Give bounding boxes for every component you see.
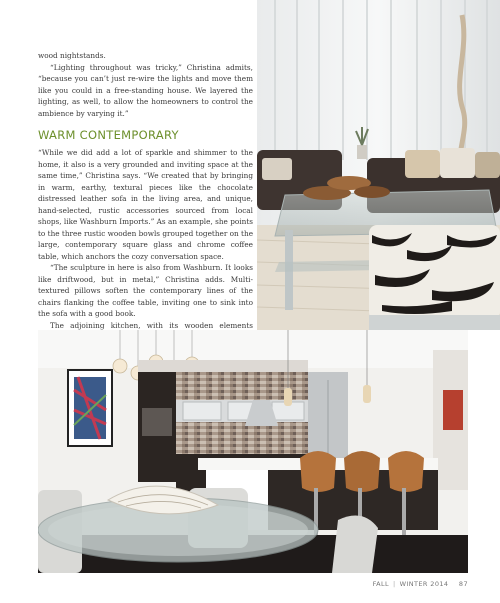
folio-season: FALL: [372, 580, 390, 588]
article-paragraph: wood nightstands.: [38, 51, 106, 60]
kitchen-illustration: [38, 330, 468, 573]
page-folio: [330, 580, 468, 588]
kitchen-photo: [38, 330, 468, 573]
living-room-illustration: [257, 0, 500, 330]
article-text-column: [38, 50, 253, 366]
folio-separator: |: [393, 580, 396, 588]
section-heading: WARM CONTEMPORARY: [38, 128, 179, 142]
folio-issue: WINTER 2014: [399, 580, 449, 588]
article-paragraph: “While we did add a lot of sparkle and shimmer to the home, it also is a very grounded and inviting space at the same time,” Christina says. “We created that by bringing in warm, earthy, textural pieces like the chocolate distressed leather sofa in the living area, and unique, hand-selected, rustic accessories sourced from local shops, like Washburn Imports.” As an example, she points to the three rustic wooden bowls grouped together on the large, contemporary square glass and chrome coffee table, which anchors the cozy conversation space.: [38, 148, 254, 261]
living-room-photo: [257, 0, 500, 330]
article-paragraph: “Lighting throughout was tricky,” Christina admits, “because you can’t just re-wire the lights and move them like you could in a free-standing house. We layered the lighting, as well, to allow the homeowners to control the ambience by varying it.”: [38, 62, 253, 118]
article-paragraph: “The sculpture in here is also from Washburn. It looks like driftwood, but in metal,” Christina adds. Multi-textured pillows soften the contemporary lines of the chairs flanking the coffee table, inviting one to sink into the sofa with a good book.: [38, 263, 253, 318]
article-paragraph: The adjoining kitchen, with its wooden elements: [50, 320, 253, 330]
page-number: 87: [458, 580, 468, 588]
